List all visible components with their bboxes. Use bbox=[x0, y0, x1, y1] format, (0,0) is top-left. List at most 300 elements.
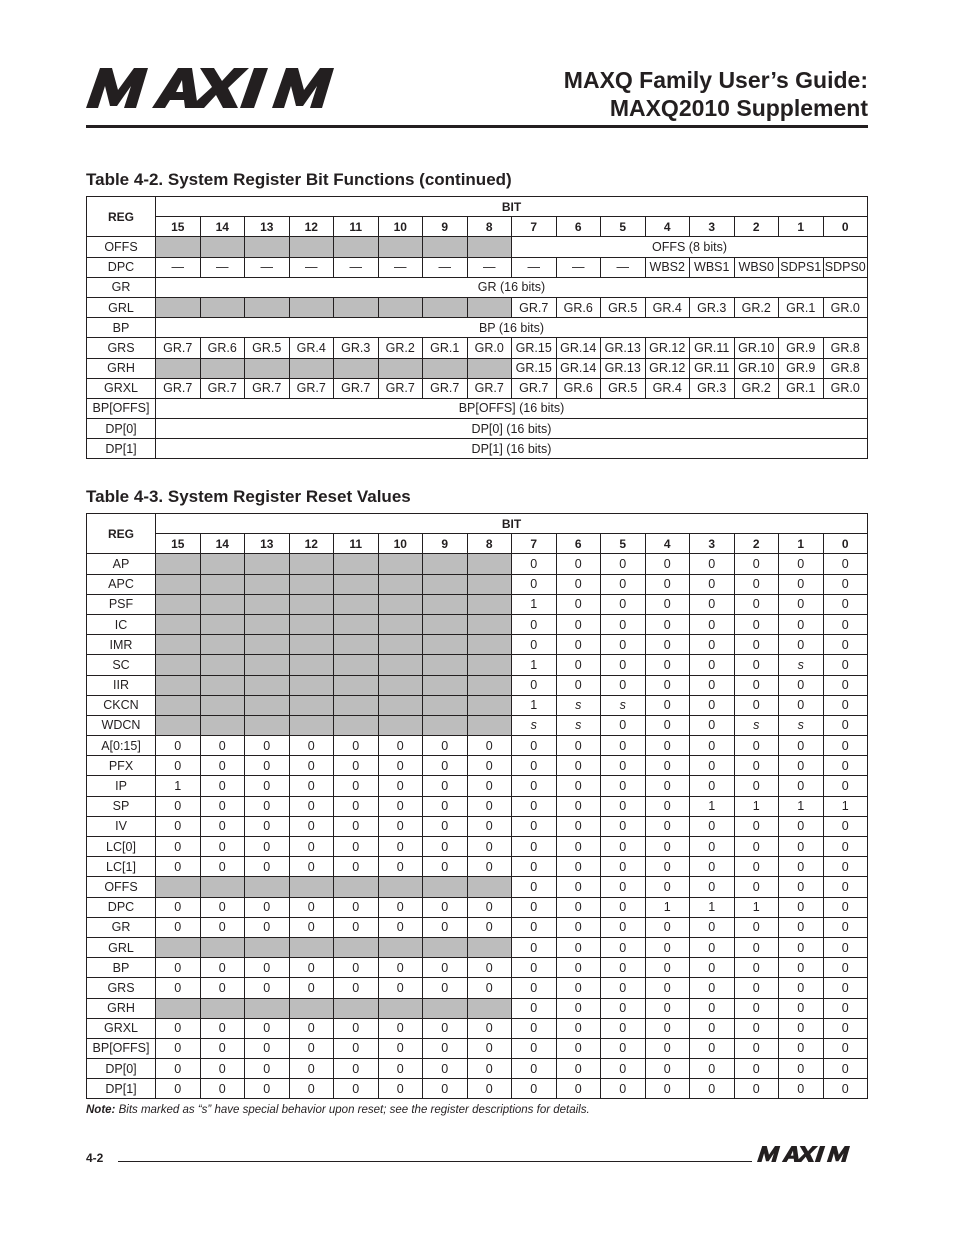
reg-name: WDCN bbox=[87, 715, 156, 735]
bit-cell: 0 bbox=[645, 998, 690, 1018]
bit-cell: 0 bbox=[467, 756, 512, 776]
reg-name: DP[0] bbox=[87, 1059, 156, 1079]
bit-cell: 0 bbox=[779, 635, 824, 655]
bit-cell: 0 bbox=[823, 655, 868, 675]
bit-cell: 0 bbox=[289, 756, 334, 776]
bit-cell: 0 bbox=[467, 736, 512, 756]
bit-cell: 0 bbox=[645, 695, 690, 715]
bit-cell: 0 bbox=[690, 816, 735, 836]
bit-cell: 0 bbox=[334, 917, 379, 937]
unused-bit bbox=[200, 635, 245, 655]
bit-number: 1 bbox=[779, 534, 824, 554]
bit-cell: GR.5 bbox=[601, 378, 646, 398]
unused-bit bbox=[423, 675, 468, 695]
bit-cell: 0 bbox=[556, 736, 601, 756]
table-row bbox=[87, 635, 868, 655]
maxim-footer-logo bbox=[757, 1146, 868, 1162]
bit-cell: 0 bbox=[779, 937, 824, 957]
bit-cell: 0 bbox=[556, 635, 601, 655]
unused-bit bbox=[245, 554, 290, 574]
unused-bit bbox=[200, 574, 245, 594]
bit-cell: 0 bbox=[378, 756, 423, 776]
bit-cell: 0 bbox=[734, 1018, 779, 1038]
bit-cell: 0 bbox=[334, 837, 379, 857]
bit-cell: — bbox=[156, 257, 201, 277]
unused-bit bbox=[378, 237, 423, 257]
unused-bit bbox=[245, 877, 290, 897]
bit-cell: GR.5 bbox=[601, 297, 646, 317]
bit-cell: 0 bbox=[779, 998, 824, 1018]
bit-cell: 0 bbox=[823, 1079, 868, 1099]
bit-cell: 0 bbox=[289, 1018, 334, 1038]
bit-cell: 0 bbox=[823, 897, 868, 917]
bit-cell: 0 bbox=[378, 897, 423, 917]
bit-cell: 0 bbox=[334, 1079, 379, 1099]
bit-cell: 0 bbox=[690, 756, 735, 776]
bit-cell: 0 bbox=[200, 837, 245, 857]
table-row bbox=[87, 554, 868, 574]
bit-cell: 0 bbox=[200, 736, 245, 756]
bit-cell: 0 bbox=[601, 998, 646, 1018]
bit-number: 10 bbox=[378, 217, 423, 237]
bit-cell: s bbox=[734, 715, 779, 735]
bit-cell: 0 bbox=[601, 958, 646, 978]
bit-number: 13 bbox=[245, 534, 290, 554]
register-span: OFFS (8 bits) bbox=[512, 237, 868, 257]
unused-bit bbox=[245, 635, 290, 655]
table-row bbox=[87, 419, 868, 439]
bit-cell: GR.7 bbox=[156, 378, 201, 398]
bit-cell: 0 bbox=[512, 554, 557, 574]
bit-cell: 0 bbox=[556, 937, 601, 957]
reg-name: GRS bbox=[87, 978, 156, 998]
bit-cell: 0 bbox=[512, 978, 557, 998]
bit-cell: 0 bbox=[200, 1079, 245, 1099]
bit-cell: 0 bbox=[734, 917, 779, 937]
bit-cell: 0 bbox=[690, 655, 735, 675]
bit-cell: 0 bbox=[556, 776, 601, 796]
bit-cell: GR.1 bbox=[423, 338, 468, 358]
bit-cell: 0 bbox=[423, 897, 468, 917]
bit-cell: 0 bbox=[289, 857, 334, 877]
table-row bbox=[87, 796, 868, 816]
note-label: Note: bbox=[86, 1104, 116, 1116]
bit-cell: 0 bbox=[779, 1059, 824, 1079]
unused-bit bbox=[378, 554, 423, 574]
bit-cell: 0 bbox=[556, 1079, 601, 1099]
bit-cell: 0 bbox=[779, 574, 824, 594]
bit-cell: 0 bbox=[556, 554, 601, 574]
bit-cell: 0 bbox=[467, 978, 512, 998]
bit-cell: 0 bbox=[334, 857, 379, 877]
unused-bit bbox=[423, 297, 468, 317]
unused-bit bbox=[467, 297, 512, 317]
bit-cell: GR.11 bbox=[690, 358, 735, 378]
bit-cell: 0 bbox=[556, 837, 601, 857]
table-4-2 bbox=[86, 196, 868, 459]
bit-cell: 0 bbox=[645, 816, 690, 836]
bit-cell: 0 bbox=[289, 1079, 334, 1099]
unused-bit bbox=[156, 297, 201, 317]
bit-cell: 0 bbox=[556, 1038, 601, 1058]
bit-cell: 0 bbox=[378, 1038, 423, 1058]
bit-cell: 0 bbox=[556, 877, 601, 897]
bit-cell: 0 bbox=[334, 816, 379, 836]
bit-cell: 0 bbox=[645, 594, 690, 614]
unused-bit bbox=[467, 594, 512, 614]
bit-cell: 0 bbox=[734, 574, 779, 594]
bit-cell: GR.7 bbox=[512, 297, 557, 317]
unused-bit bbox=[334, 715, 379, 735]
unused-bit bbox=[289, 614, 334, 634]
bit-cell: 0 bbox=[245, 958, 290, 978]
reg-name: DP[0] bbox=[87, 419, 156, 439]
bit-cell: 0 bbox=[601, 897, 646, 917]
bit-cell: 0 bbox=[779, 594, 824, 614]
bit-cell: GR.9 bbox=[779, 338, 824, 358]
bit-cell: 0 bbox=[823, 978, 868, 998]
bit-cell: 0 bbox=[601, 736, 646, 756]
unused-bit bbox=[334, 237, 379, 257]
table-row bbox=[87, 277, 868, 297]
unused-bit bbox=[200, 877, 245, 897]
unused-bit bbox=[245, 297, 290, 317]
unused-bit bbox=[334, 594, 379, 614]
unused-bit bbox=[467, 237, 512, 257]
page-number: 4-2 bbox=[86, 1151, 104, 1165]
bit-cell: 0 bbox=[601, 715, 646, 735]
bit-cell: 0 bbox=[690, 857, 735, 877]
bit-cell: 0 bbox=[423, 796, 468, 816]
bit-cell: GR.7 bbox=[423, 378, 468, 398]
bit-cell: GR.4 bbox=[645, 297, 690, 317]
unused-bit bbox=[289, 998, 334, 1018]
bit-cell: 0 bbox=[690, 837, 735, 857]
bit-cell: GR.3 bbox=[690, 378, 735, 398]
bit-cell: 0 bbox=[734, 937, 779, 957]
unused-bit bbox=[245, 998, 290, 1018]
bit-cell: 0 bbox=[734, 594, 779, 614]
bit-cell: 0 bbox=[423, 816, 468, 836]
bit-cell: 0 bbox=[200, 958, 245, 978]
unused-bit bbox=[156, 574, 201, 594]
title-line-1: MAXQ Family User’s Guide: bbox=[563, 67, 868, 93]
unused-bit bbox=[245, 655, 290, 675]
bit-cell: 0 bbox=[334, 776, 379, 796]
bit-cell: 0 bbox=[200, 756, 245, 776]
unused-bit bbox=[334, 614, 379, 634]
reg-name: IC bbox=[87, 614, 156, 634]
unused-bit bbox=[378, 715, 423, 735]
bit-cell: 0 bbox=[823, 1018, 868, 1038]
unused-bit bbox=[200, 594, 245, 614]
unused-bit bbox=[200, 937, 245, 957]
bit-cell: 0 bbox=[601, 917, 646, 937]
bit-cell: GR.4 bbox=[289, 338, 334, 358]
table-row bbox=[87, 338, 868, 358]
table-row bbox=[87, 937, 868, 957]
bit-cell: 0 bbox=[645, 715, 690, 735]
bit-cell: 0 bbox=[690, 917, 735, 937]
bit-cell: GR.2 bbox=[734, 297, 779, 317]
reg-name: OFFS bbox=[87, 877, 156, 897]
reg-name: DP[1] bbox=[87, 1079, 156, 1099]
bit-cell: s bbox=[601, 695, 646, 715]
bit-cell: 0 bbox=[512, 776, 557, 796]
unused-bit bbox=[200, 358, 245, 378]
bit-number: 7 bbox=[512, 534, 557, 554]
unused-bit bbox=[334, 877, 379, 897]
bit-number: 12 bbox=[289, 534, 334, 554]
bit-cell: 0 bbox=[645, 1018, 690, 1038]
bit-cell: 0 bbox=[334, 1018, 379, 1038]
bit-cell: GR.15 bbox=[512, 338, 557, 358]
reg-name: CKCN bbox=[87, 695, 156, 715]
bit-cell: 0 bbox=[423, 1079, 468, 1099]
reg-name: DPC bbox=[87, 257, 156, 277]
bit-number: 14 bbox=[200, 217, 245, 237]
bit-number: 4 bbox=[645, 534, 690, 554]
bit-cell: 0 bbox=[601, 978, 646, 998]
table-row bbox=[87, 237, 868, 257]
unused-bit bbox=[289, 574, 334, 594]
unused-bit bbox=[200, 655, 245, 675]
bit-cell: 0 bbox=[779, 756, 824, 776]
reg-name: BP bbox=[87, 958, 156, 978]
bit-cell: 0 bbox=[512, 837, 557, 857]
bit-cell: 0 bbox=[645, 958, 690, 978]
unused-bit bbox=[200, 695, 245, 715]
reg-name: LC[1] bbox=[87, 857, 156, 877]
register-span: BP (16 bits) bbox=[156, 318, 868, 338]
bit-cell: GR.6 bbox=[556, 378, 601, 398]
table-note bbox=[86, 1104, 590, 1116]
unused-bit bbox=[334, 358, 379, 378]
bit-cell: 0 bbox=[734, 978, 779, 998]
bit-cell: 1 bbox=[512, 695, 557, 715]
bit-cell: 0 bbox=[779, 736, 824, 756]
bit-cell: 0 bbox=[467, 796, 512, 816]
bit-cell: 0 bbox=[645, 1079, 690, 1099]
unused-bit bbox=[378, 594, 423, 614]
bit-cell: 0 bbox=[601, 614, 646, 634]
bit-cell: 0 bbox=[690, 978, 735, 998]
bit-cell: GR.6 bbox=[556, 297, 601, 317]
bit-cell: GR.14 bbox=[556, 338, 601, 358]
bit-cell: 0 bbox=[690, 1079, 735, 1099]
bit-cell: 0 bbox=[734, 675, 779, 695]
bit-cell: 0 bbox=[156, 816, 201, 836]
unused-bit bbox=[467, 695, 512, 715]
unused-bit bbox=[334, 675, 379, 695]
bit-cell: 0 bbox=[779, 978, 824, 998]
table-row bbox=[87, 998, 868, 1018]
bit-cell: 0 bbox=[823, 877, 868, 897]
unused-bit bbox=[156, 877, 201, 897]
bit-cell: s bbox=[779, 715, 824, 735]
bit-cell: WBS0 bbox=[734, 257, 779, 277]
bit-cell: 0 bbox=[467, 1018, 512, 1038]
reg-name: APC bbox=[87, 574, 156, 594]
bit-number: 2 bbox=[734, 217, 779, 237]
bit-cell: 0 bbox=[645, 877, 690, 897]
bit-cell: 0 bbox=[690, 695, 735, 715]
bit-cell: 0 bbox=[690, 958, 735, 978]
bit-cell: 0 bbox=[823, 816, 868, 836]
bit-cell: 0 bbox=[645, 736, 690, 756]
reg-name: BP[OFFS] bbox=[87, 398, 156, 418]
bit-cell: 0 bbox=[823, 614, 868, 634]
unused-bit bbox=[289, 715, 334, 735]
reg-name: BP bbox=[87, 318, 156, 338]
bit-cell: 0 bbox=[156, 1018, 201, 1038]
unused-bit bbox=[289, 297, 334, 317]
bit-cell: 0 bbox=[734, 1038, 779, 1058]
reg-name: SP bbox=[87, 796, 156, 816]
bit-cell: 0 bbox=[289, 837, 334, 857]
bit-cell: 0 bbox=[467, 917, 512, 937]
bit-cell: 0 bbox=[556, 897, 601, 917]
bit-cell: 0 bbox=[601, 1038, 646, 1058]
unused-bit bbox=[245, 614, 290, 634]
bit-cell: 0 bbox=[245, 1079, 290, 1099]
bit-cell: 0 bbox=[779, 1038, 824, 1058]
bit-cell: 0 bbox=[779, 554, 824, 574]
bit-cell: 0 bbox=[734, 635, 779, 655]
table-row bbox=[87, 776, 868, 796]
bit-cell: 0 bbox=[823, 776, 868, 796]
bit-cell: 0 bbox=[200, 917, 245, 937]
bit-cell: s bbox=[556, 715, 601, 735]
bit-cell: — bbox=[200, 257, 245, 277]
bit-cell: 0 bbox=[779, 816, 824, 836]
bit-cell: 0 bbox=[690, 877, 735, 897]
unused-bit bbox=[334, 554, 379, 574]
bit-cell: 0 bbox=[289, 1059, 334, 1079]
bit-cell: 0 bbox=[512, 736, 557, 756]
bit-cell: 0 bbox=[690, 1059, 735, 1079]
bit-cell: 0 bbox=[289, 816, 334, 836]
table-row bbox=[87, 857, 868, 877]
register-span: DP[1] (16 bits) bbox=[156, 439, 868, 459]
bit-cell: 0 bbox=[156, 917, 201, 937]
bit-cell: 0 bbox=[334, 796, 379, 816]
bit-cell: GR.4 bbox=[645, 378, 690, 398]
bit-cell: 0 bbox=[423, 917, 468, 937]
bit-number: 6 bbox=[556, 217, 601, 237]
bit-cell: 0 bbox=[245, 1059, 290, 1079]
bit-cell: 0 bbox=[734, 816, 779, 836]
bit-cell: 0 bbox=[512, 1038, 557, 1058]
bit-cell: 0 bbox=[423, 776, 468, 796]
unused-bit bbox=[245, 675, 290, 695]
bit-cell: 0 bbox=[156, 978, 201, 998]
bit-cell: 0 bbox=[734, 1059, 779, 1079]
bit-cell: 0 bbox=[156, 796, 201, 816]
bit-cell: — bbox=[378, 257, 423, 277]
bit-cell: 0 bbox=[734, 695, 779, 715]
unused-bit bbox=[156, 614, 201, 634]
bit-cell: 0 bbox=[823, 1059, 868, 1079]
bit-cell: 0 bbox=[645, 857, 690, 877]
unused-bit bbox=[200, 554, 245, 574]
bit-cell: 0 bbox=[779, 1018, 824, 1038]
bit-cell: 0 bbox=[289, 736, 334, 756]
table-row bbox=[87, 1059, 868, 1079]
bit-cell: 0 bbox=[734, 857, 779, 877]
bit-cell: 0 bbox=[334, 897, 379, 917]
bit-cell: 0 bbox=[423, 1059, 468, 1079]
bit-cell: 0 bbox=[334, 1038, 379, 1058]
bit-cell: 0 bbox=[512, 958, 557, 978]
unused-bit bbox=[200, 998, 245, 1018]
bit-cell: 0 bbox=[467, 776, 512, 796]
bit-cell: 0 bbox=[601, 594, 646, 614]
bit-cell: 0 bbox=[601, 756, 646, 776]
table-row bbox=[87, 756, 868, 776]
bit-cell: 0 bbox=[156, 1038, 201, 1058]
bit-cell: 0 bbox=[156, 1079, 201, 1099]
reg-name: AP bbox=[87, 554, 156, 574]
bit-cell: 0 bbox=[378, 816, 423, 836]
table-row bbox=[87, 877, 868, 897]
bit-cell: 0 bbox=[601, 554, 646, 574]
bit-number: 11 bbox=[334, 217, 379, 237]
bit-cell: 0 bbox=[601, 857, 646, 877]
bit-cell: 0 bbox=[645, 675, 690, 695]
bit-cell: 0 bbox=[512, 857, 557, 877]
bit-cell: 0 bbox=[734, 614, 779, 634]
bit-cell: 0 bbox=[423, 756, 468, 776]
bit-cell: 0 bbox=[556, 614, 601, 634]
bit-cell: GR.3 bbox=[334, 338, 379, 358]
bit-number: 6 bbox=[556, 534, 601, 554]
unused-bit bbox=[289, 358, 334, 378]
bit-cell: 0 bbox=[200, 1038, 245, 1058]
bit-cell: 0 bbox=[734, 554, 779, 574]
reg-name: BP[OFFS] bbox=[87, 1038, 156, 1058]
unused-bit bbox=[334, 297, 379, 317]
bit-cell: 0 bbox=[645, 837, 690, 857]
table-row bbox=[87, 958, 868, 978]
bit-cell: 0 bbox=[645, 614, 690, 634]
table-row bbox=[87, 439, 868, 459]
unused-bit bbox=[334, 998, 379, 1018]
bit-cell: GR.13 bbox=[601, 338, 646, 358]
bit-cell: s bbox=[512, 715, 557, 735]
table-4-3 bbox=[86, 513, 868, 1099]
bit-cell: — bbox=[556, 257, 601, 277]
bit-cell: 0 bbox=[779, 675, 824, 695]
bit-cell: GR.7 bbox=[245, 378, 290, 398]
bit-cell: 0 bbox=[378, 1018, 423, 1038]
bit-cell: GR.12 bbox=[645, 358, 690, 378]
bit-cell: 0 bbox=[779, 917, 824, 937]
reg-name: GRL bbox=[87, 297, 156, 317]
unused-bit bbox=[423, 237, 468, 257]
reg-name: LC[0] bbox=[87, 837, 156, 857]
bit-cell: 0 bbox=[779, 776, 824, 796]
bit-cell: 0 bbox=[823, 736, 868, 756]
unused-bit bbox=[289, 655, 334, 675]
table-row bbox=[87, 1038, 868, 1058]
bit-cell: GR.7 bbox=[467, 378, 512, 398]
bit-cell: 0 bbox=[556, 857, 601, 877]
table-row bbox=[87, 978, 868, 998]
unused-bit bbox=[378, 614, 423, 634]
unused-bit bbox=[378, 297, 423, 317]
bit-number: 0 bbox=[823, 217, 868, 237]
